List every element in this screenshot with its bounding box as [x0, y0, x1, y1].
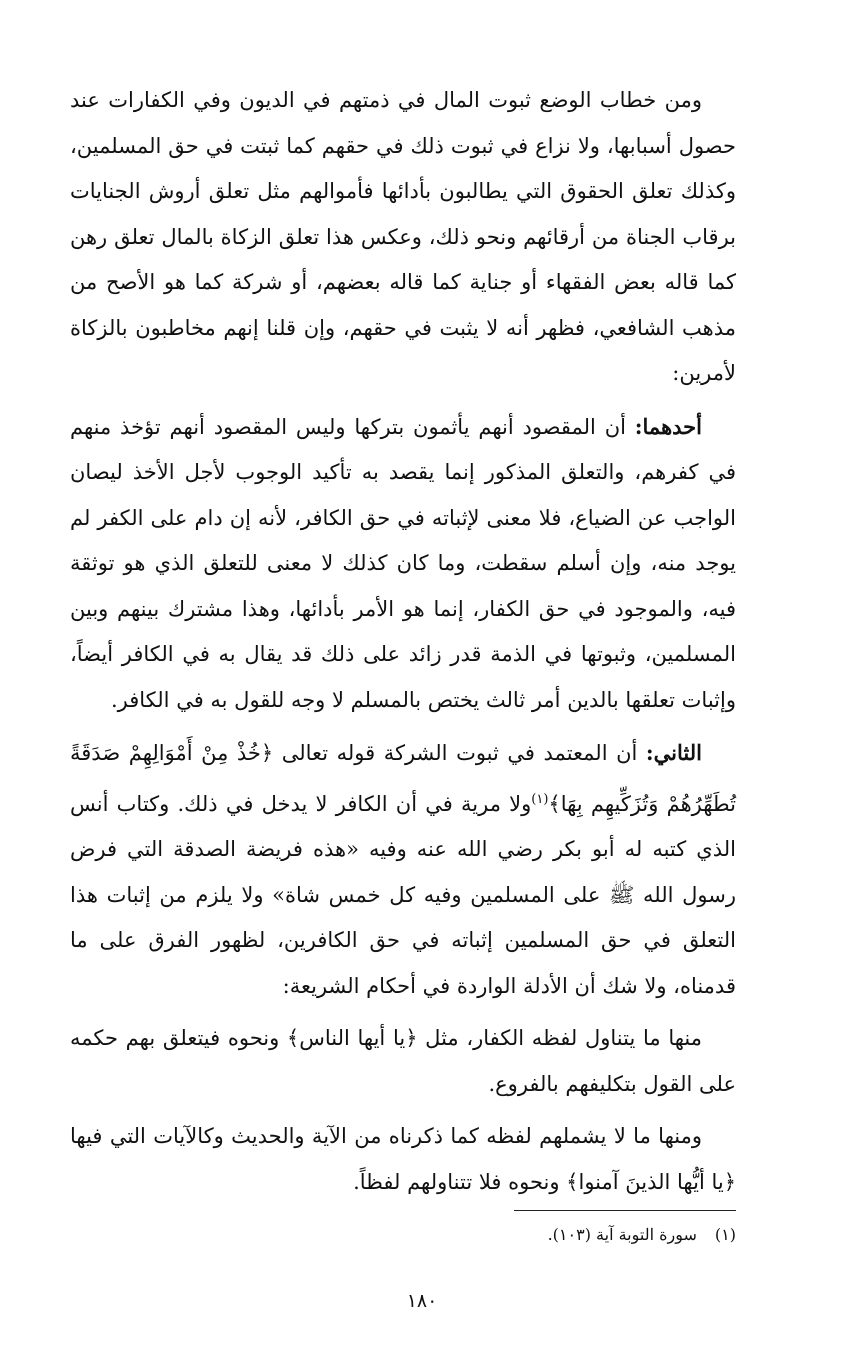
footnote-number: (١): [714, 1225, 736, 1244]
paragraph-text-continued: ولا مرية في أن الكافر لا يدخل في ذلك. وكتاب أنس الذي كتبه له أبو بكر رضي الله عنه وفيه «هذه فريضة الصدقة التي فرض رسول الله ﷺ على المسلمين وفيه كل خمس شاة» ولا يلزم من إثبات هذا التعلق في حق المسلمين إثباته في حق الكافرين، لظهور الفرق على ما قدمناه، ولا شك أن الأدلة الواردة في أحكام الشريعة:: [70, 791, 736, 998]
paragraph-lead: أحدهما:: [634, 413, 702, 439]
footnote-text: سورة التوبة آية (١٠٣).: [547, 1225, 697, 1244]
paragraph-first-reason: [70, 404, 736, 724]
paragraph-inclusive-texts: [70, 1016, 736, 1107]
page-number: ١٨٠: [406, 1290, 438, 1312]
paragraph-intro: [70, 78, 736, 397]
paragraph-text: أن المقصود أنهم يأثمون بتركها وليس المقصود أنهم تؤخذ منهم في كفرهم، والتعلق المذكور إنما يقصد به تأكيد الوجوب لأجل الأخذ ليصان الواجب عن الضياع، فلا معنى لإثباته في حق الكافر، لأنه إن دام على الكفر لم يوجد منه، وإن أسلم سقطت، وما كان كذلك لا معنى للتعلق الذي هو توثقة فيه، والموجود في حق الكفار، إنما هو الأمر بأدائها، وهذا مشترك بينهم وبين المسلمين، وثبوتها في الذمة قدر زائد على ذلك قد يقال به في الكافر أيضاً، وإثبات تعلقها بالدين أمر ثالث يختص بالمسلم لا وجه للقول به في الكافر.: [70, 414, 736, 712]
footnote: [336, 1222, 736, 1248]
paragraph-text: منها ما يتناول لفظه الكفار، مثل ﴿يا أيها الناس﴾ ونحوه فيتعلق بهم حكمه على القول بتكليفهم بالفروع.: [70, 1026, 736, 1096]
paragraph-exclusive-texts: [70, 1114, 736, 1205]
paragraph-text: أن المعتمد في ثبوت الشركة قوله تعالى ﴿خُذْ مِنْ أَمْوَالِهِمْ صَدَقَةً تُطَهِّرُهُمْ وَتُزَكِّيهِم بِهَا﴾: [70, 741, 736, 816]
paragraph-text: ومنها ما لا يشملهم لفظه كما ذكرناه من الآية والحديث وكالآيات التي فيها ﴿يا أيُّها الذينَ آمنوا﴾ ونحوه فلا تتناولهم لفظاً.: [70, 1124, 736, 1194]
footnote-reference[interactable]: (١): [531, 791, 549, 807]
paragraph-second-reason: [70, 730, 736, 1009]
page-body: [70, 78, 736, 1205]
paragraph-text: ومن خطاب الوضع ثبوت المال في ذمتهم في الديون وفي الكفارات عند حصول أسبابها، ولا نزاع في ثبوت ذلك في حقهم كما ثبتت في حق المسلمين، وكذلك تعلق الحقوق التي يطالبون بأدائها فأموالهم مثل تعلق أروش الجنايات برقاب الجناة من أرقائهم ونحو ذلك، وعكس هذا تعلق الزكاة بالمال تعلق رهن كما قاله بعض الفقهاء أو جناية كما قاله بعضهم، أو شركة كما هو الأصح من مذهب الشافعي، فظهر أنه لا يثبت في حقهم، وإن قلنا إنهم مخاطبون بالزكاة لأمرين:: [70, 88, 736, 385]
paragraph-lead: الثاني:: [645, 740, 702, 765]
footnote-separator: [514, 1210, 736, 1211]
